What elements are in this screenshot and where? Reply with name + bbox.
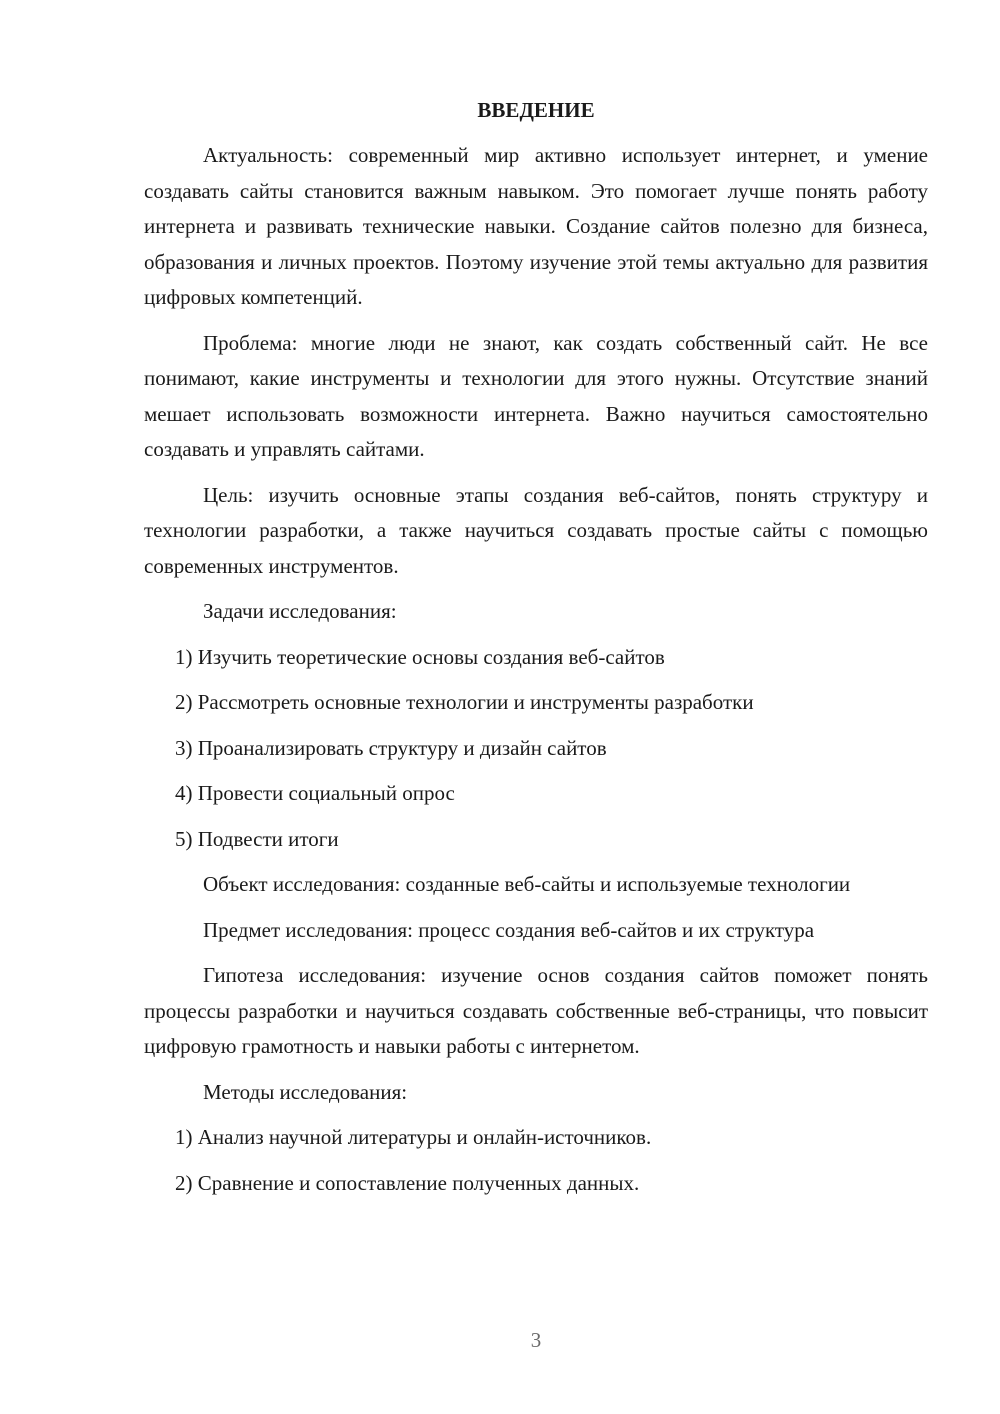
problem-paragraph: Проблема: многие люди не знают, как создать собственный сайт. Не все понимают, какие инструменты и технологии для этого нужны. Отсутствие знаний мешает использовать возможности интернета. Важно научиться самостоятельно создавать и управлять сайтами. (144, 330, 928, 461)
list-item: 3) Проанализировать структуру и дизайн сайтов (175, 735, 607, 760)
tasks-heading: Задачи исследования: (203, 599, 397, 623)
list-item: 1) Изучить теоретические основы создания веб-сайтов (175, 644, 665, 669)
hypothesis-paragraph: Гипотеза исследования: изучение основ создания сайтов поможет понять процессы разработки и научиться создавать собственные веб-страницы, что повысит цифровую грамотность и навыки работы с интернетом. (144, 963, 928, 1058)
list-item: 5) Подвести итоги (175, 826, 339, 851)
methods-heading: Методы исследования: (203, 1079, 408, 1104)
relevance-paragraph: Актуальность: современный мир активно использует интернет, и умение создавать сайты становится важным навыком. Это помогает лучше понять работу интернета и развивать технические навыки. Создание сайтов полезно для бизнеса, образования и личных проектов. Поэтому изучение этой темы актуально для развития цифровых компетенций. (144, 143, 928, 309)
list-item: 2) Рассмотреть основные технологии и инструменты разработки (175, 690, 754, 714)
object-paragraph: Объект исследования: созданные веб-сайты и используемые технологии (203, 872, 851, 896)
list-item: 1) Анализ научной литературы и онлайн-источников. (175, 1125, 652, 1149)
tasks-list (144, 640, 928, 858)
document-page (144, 92, 928, 1211)
list-item: 2) Сравнение и сопоставление полученных данных. (175, 1170, 640, 1195)
section-title: ВВЕДЕНИЕ (477, 98, 595, 122)
subject-paragraph: Предмет исследования: процесс создания веб-сайтов и их структура (203, 917, 815, 942)
methods-list (144, 1120, 928, 1201)
goal-paragraph: Цель: изучить основные этапы создания веб-сайтов, понять структуру и технологии разработки, а также научиться создавать простые сайты с помощью современных инструментов. (144, 482, 928, 578)
list-item: 4) Провести социальный опрос (175, 781, 455, 805)
page-number: 3 (530, 1328, 542, 1352)
